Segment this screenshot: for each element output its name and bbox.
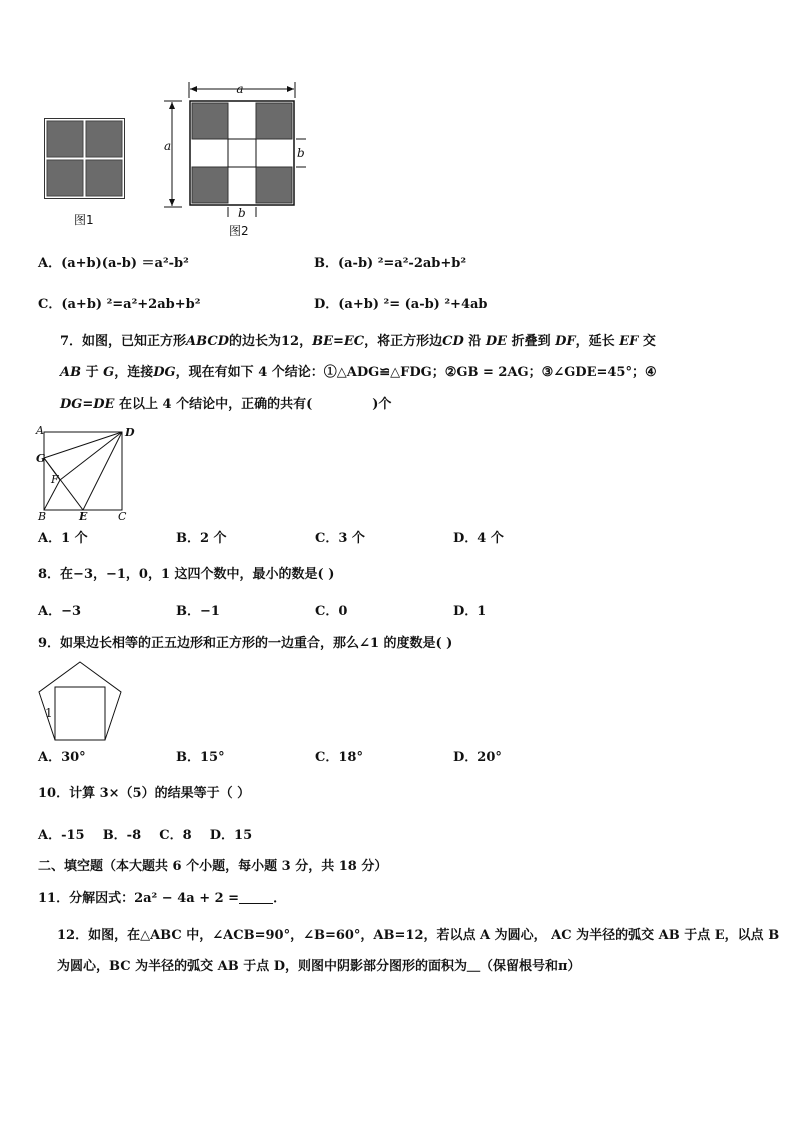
q6-option-d: D．(a+b) ²= (a-b) ²+4ab: [314, 297, 488, 312]
fig1-square-tl: [47, 121, 83, 157]
q7-label-d: D: [125, 426, 135, 439]
q7-stem-line-3: DG=DE 在以上 4 个结论中，正确的共有( )个: [60, 397, 392, 412]
q7-label-b: B: [38, 510, 47, 523]
figure-1: [44, 118, 126, 200]
q9-option-d: D．20°: [453, 750, 502, 765]
q7-label-a: A: [36, 424, 44, 437]
figure-2: [160, 80, 310, 220]
q10-options: A．-15 B．-8 C．8 D．15: [38, 828, 253, 843]
q7-label-g: G: [36, 452, 46, 465]
q7-label-e: E: [79, 510, 88, 523]
fig2-corner-tr: [256, 103, 292, 139]
q7-option-c: C．3 个: [315, 531, 365, 546]
q7-stem-line-1: 7．如图，已知正方形ABCD的边长为12，BE=EC，将正方形边CD 沿 DE 折叠到 DF，延长 EF 交: [60, 334, 656, 349]
q9-option-b: B．15°: [176, 750, 225, 765]
q11-answer-blank: [239, 891, 273, 904]
q9-option-a: A．30°: [38, 750, 86, 765]
q8-option-b: B．−1: [176, 604, 220, 619]
q7-option-a: A．1 个: [38, 531, 88, 546]
q8-stem: 8．在−3，−1，0，1 这四个数中，最小的数是( ): [38, 567, 335, 582]
fig2-corner-tl: [192, 103, 228, 139]
q11-stem: 11．分解因式：2a² − 4a + 2 = ．: [38, 891, 287, 906]
q10-stem: 10．计算 3×（5）的结果等于（ ）: [38, 786, 251, 801]
q6-option-b: B．(a-b) ²=a²-2ab+b²: [314, 256, 467, 271]
figure-2-caption: 图2: [229, 224, 249, 238]
q9-stem: 9．如果边长相等的正五边形和正方形的一边重合，那么∠1 的度数是( ): [38, 636, 453, 651]
q9-angle-label: 1: [45, 706, 53, 720]
q12-line-1: 12．如图，在△ABC 中，∠ACB=90°，∠B=60°，AB=12，若以点 A 为圆心， AC 为半径的弧交 AB 于点 E，以点 B: [57, 928, 780, 943]
q7-stem-line-2: AB 于 G，连接DG，现在有如下 4 个结论：①△ADG≌△FDG；②GB = 2AG；③∠GDE=45°；④: [60, 365, 657, 380]
q9-figure: [36, 660, 126, 742]
figure-1-caption: 图1: [74, 213, 94, 227]
q6-option-c: C．(a+b) ²=a²+2ab+b²: [38, 297, 201, 312]
q12-line-2: 为圆心，BC 为半径的弧交 AB 于点 D，则图中阴影部分图形的面积为＿（保留根号和π）: [57, 959, 581, 974]
q7-label-f: F: [51, 473, 59, 486]
fig2-corner-bl: [192, 167, 228, 203]
q7-figure: [36, 424, 136, 523]
q8-option-c: C．0: [315, 604, 348, 619]
fig2-label-b-bottom: b: [238, 206, 246, 220]
q7-label-c: C: [118, 510, 127, 523]
q6-option-a: A．(a+b)(a-b) ＝a²-b²: [38, 256, 189, 271]
q7-option-b: B．2 个: [176, 531, 227, 546]
fig2-label-a-top: a: [236, 82, 244, 96]
q7-option-d: D．4 个: [453, 531, 504, 546]
section-2-heading: 二、填空题（本大题共 6 个小题，每小题 3 分，共 18 分）: [38, 859, 388, 874]
fig2-label-a-side: a: [164, 139, 172, 153]
q8-option-a: A．−3: [38, 604, 82, 619]
fig1-square-br: [86, 160, 122, 196]
fig1-square-bl: [47, 160, 83, 196]
fig2-corner-br: [256, 167, 292, 203]
fig2-label-b-side: b: [297, 146, 305, 160]
q8-option-d: D．1: [453, 604, 487, 619]
q9-option-c: C．18°: [315, 750, 363, 765]
fig1-square-tr: [86, 121, 122, 157]
